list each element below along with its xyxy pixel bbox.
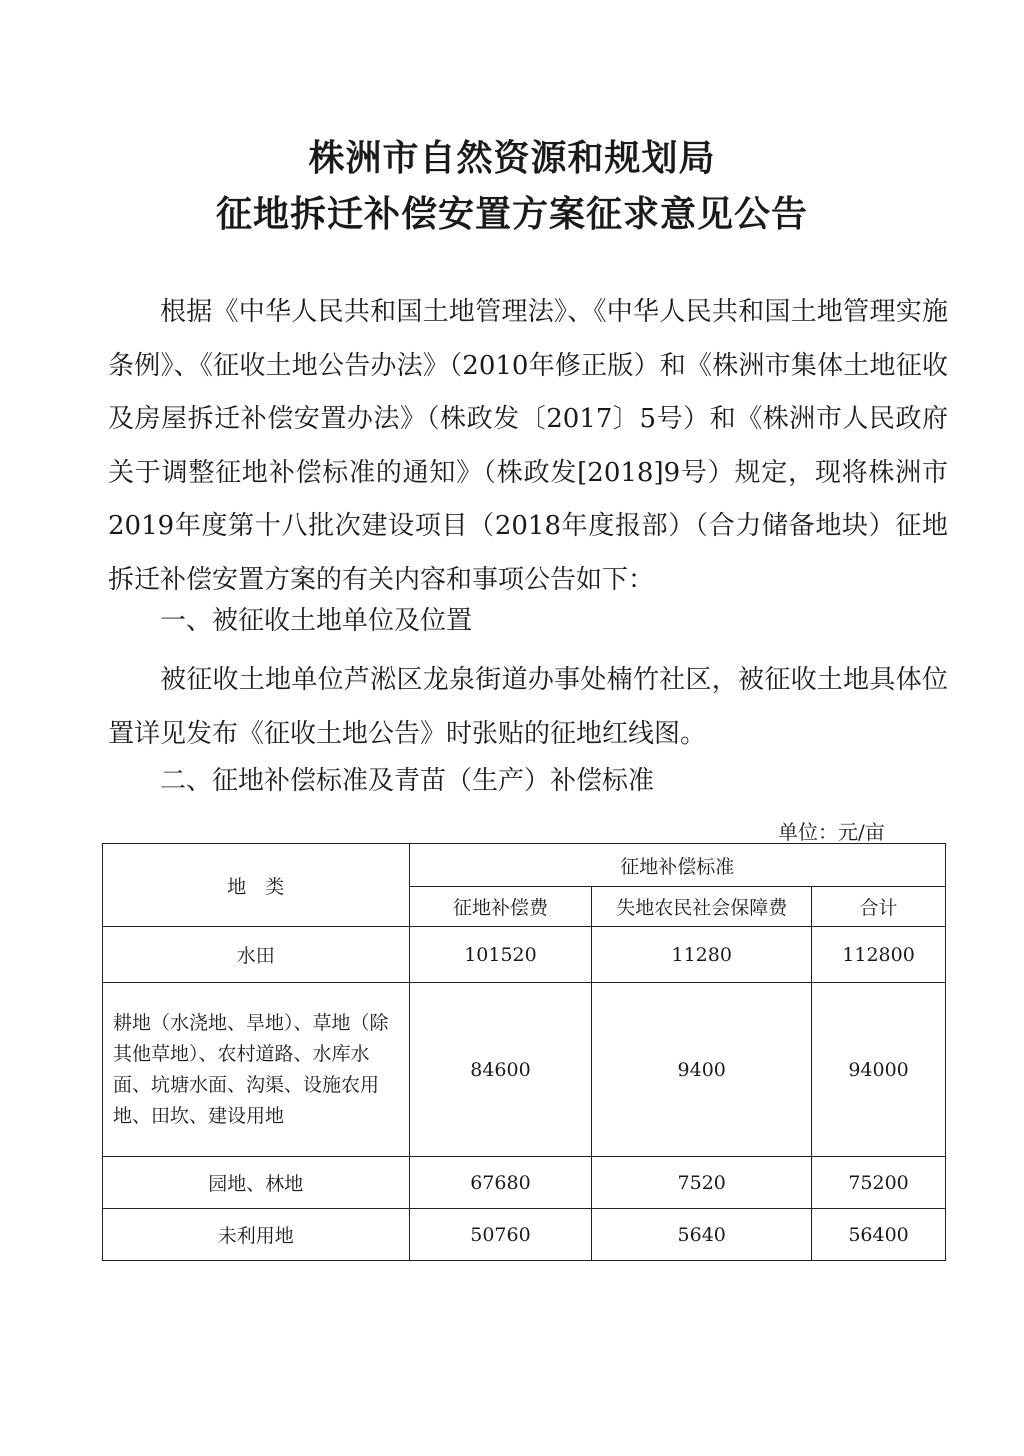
compensation-standard-header: 征地补偿标准 xyxy=(409,844,945,887)
cell-total: 56400 xyxy=(812,1209,946,1261)
table-row xyxy=(103,1209,946,1261)
document-title-line2: 征地拆迁补偿安置方案征求意见公告 xyxy=(215,194,808,235)
cell-total: 94000 xyxy=(812,983,946,1157)
cell-social-security: 5640 xyxy=(592,1209,812,1261)
cell-compensation: 50760 xyxy=(409,1209,592,1261)
land-type-header: 地 类 xyxy=(103,844,410,927)
cell-land-type: 园地、林地 xyxy=(103,1157,410,1209)
table-row xyxy=(103,983,946,1157)
section1-body: 被征收土地单位芦淞区龙泉街道办事处楠竹社区，被征收土地具体位置详见发布《征收土地公告》时张贴的征地红线图。 xyxy=(108,665,948,749)
col-header-total: 合计 xyxy=(812,887,946,927)
cell-compensation: 67680 xyxy=(409,1157,592,1209)
col-header-social-security: 失地农民社会保障费 xyxy=(592,887,812,927)
cell-land-type: 耕地（水浇地、旱地）、草地（除其他草地）、农村道路、水库水面、坑塘水面、沟渠、设施农用地、田坎、建设用地 xyxy=(103,983,410,1157)
cell-compensation: 84600 xyxy=(409,983,592,1157)
cell-total: 112800 xyxy=(812,927,946,983)
cell-compensation: 101520 xyxy=(409,927,592,983)
table-row xyxy=(103,927,946,983)
cell-social-security: 7520 xyxy=(592,1157,812,1209)
intro-paragraph: 根据《中华人民共和国土地管理法》、《中华人民共和国土地管理实施条例》、《征收土地公告办法》（2010年修正版）和《株洲市集体土地征收及房屋拆迁补偿安置办法》（株政发〔2017〕5号）和《株洲市人民政府关于调整征地补偿标准的通知》（株政发[2018]9号）规定，现将株洲市2019年度第十八批次建设项目（2018年度报部）（合力储备地块）征地拆迁补偿安置方案的有关内容和事项公告如下： xyxy=(108,297,948,595)
cell-social-security: 9400 xyxy=(592,983,812,1157)
table-row xyxy=(103,1157,946,1209)
col-header-compensation: 征地补偿费 xyxy=(409,887,592,927)
cell-total: 75200 xyxy=(812,1157,946,1209)
section1-heading: 一、被征收土地单位及位置 xyxy=(160,606,473,636)
section2-heading: 二、征地补偿标准及青苗（生产）补偿标准 xyxy=(160,766,655,796)
cell-social-security: 11280 xyxy=(592,927,812,983)
document-title-line1: 株洲市自然资源和规划局 xyxy=(308,138,716,179)
cell-land-type: 水田 xyxy=(103,927,410,983)
cell-land-type: 未利用地 xyxy=(103,1209,410,1261)
compensation-table xyxy=(102,843,946,1261)
table-unit-label: 单位：元/亩 xyxy=(778,820,885,844)
